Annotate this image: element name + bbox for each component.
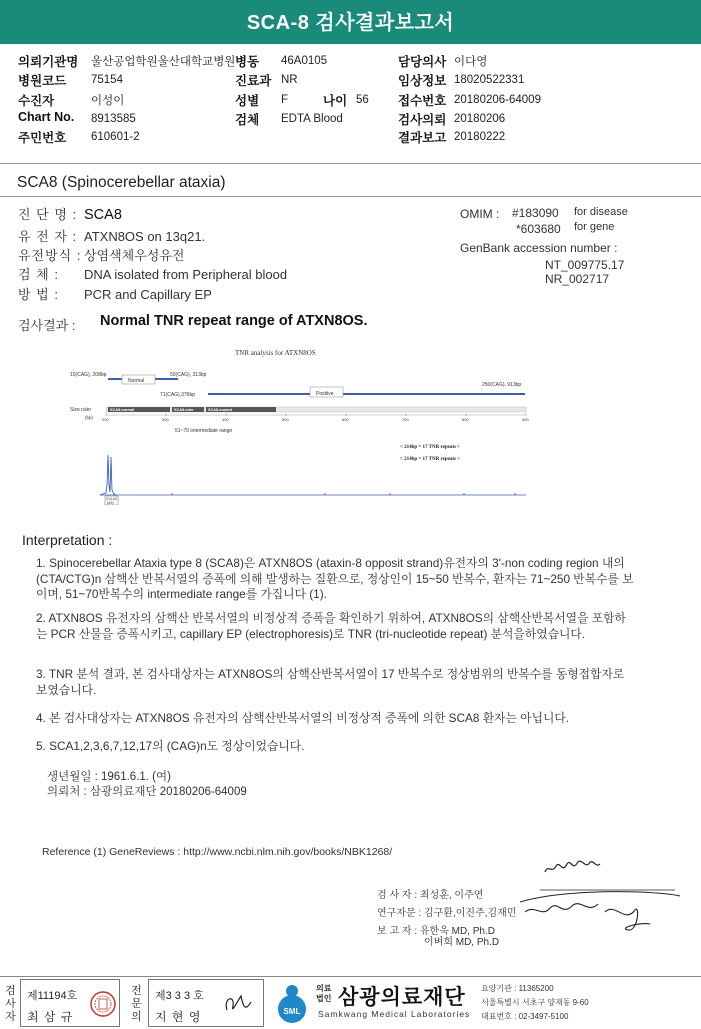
chart-label: Chart No. — [18, 110, 75, 124]
org-phone: 대표번호 : 02-3497-5100 — [481, 1012, 569, 1021]
band-mutant-label: SCA8-mutant — [208, 408, 233, 412]
chart-right-label: 250(CAG), 913bp — [482, 382, 522, 388]
report-label: 결과보고 — [398, 131, 447, 145]
ruler-tick-label: 800 — [462, 417, 469, 422]
result-value: Normal TNR repeat range of ATXN8OS. — [100, 313, 368, 329]
method-label: 방 법 : — [18, 287, 59, 302]
ward-label: 병동 — [235, 55, 260, 69]
result-label: 검사결과 : — [18, 318, 76, 333]
specimen-row-value: DNA isolated from Peripheral blood — [84, 267, 288, 282]
tnr-chart — [60, 345, 540, 505]
genbank-label: GenBank accession number : — [460, 241, 618, 255]
genbank-2: NR_002717 — [545, 272, 610, 286]
birth-date: 생년월일 : 1961.6.1. (여) — [47, 771, 171, 783]
ruler-tick-label: 200 — [102, 417, 109, 422]
dept-value: NR — [281, 74, 298, 86]
repeat-label-2: < 214bp = 17 TNR repeats > — [400, 457, 461, 462]
institution-label: 의뢰기관명 — [18, 55, 79, 69]
age-label: 나이 — [323, 94, 348, 108]
peak-label-1: 214.43 — [106, 497, 117, 501]
reporter2-sig: 이벼희 MD, Ph.D — [424, 937, 500, 948]
band-normal-label: SCA8-normal — [110, 408, 135, 412]
positive-range-bar — [208, 393, 525, 395]
license-2: 제3 3 3 호 — [155, 990, 204, 1002]
logo-text: SML — [283, 1007, 301, 1016]
diag-value: SCA8 — [84, 207, 122, 223]
interp-p5: 5. SCA1,2,3,6,7,12,17의 (CAG)n도 정상이었습니다. — [36, 739, 305, 753]
chart-left-label: 15(CAG), 208bp — [70, 372, 107, 378]
org-code: 요양기관 : 11365200 — [481, 984, 554, 993]
bp-label: (bp) — [85, 415, 94, 420]
section-title: SCA8 (Spinocerebellar ataxia) — [17, 174, 226, 191]
org-small-1: 의료 — [316, 984, 332, 993]
doctor-label: 담당의사 — [398, 55, 447, 69]
omim-gene-for: for gene — [574, 221, 615, 233]
hospcode-value: 75154 — [91, 74, 123, 86]
specimen-row-label: 검 체 : — [18, 267, 59, 282]
inherit-label: 유전방식 : — [18, 248, 82, 263]
org-name: 삼광의료재단 — [338, 986, 466, 1009]
reporter-sig: 보 고 자 : 유한욱 MD, Ph.D — [377, 926, 495, 937]
band-inter-label: SCA8-inter — [174, 408, 194, 412]
doctor-value: 이다영 — [454, 56, 488, 68]
normal-label: Normal — [128, 378, 145, 384]
receipt-label: 접수번호 — [398, 94, 447, 108]
ruler-tick-label: 600 — [342, 417, 349, 422]
report-value: 20180222 — [454, 131, 506, 143]
rrn-value: 610601-2 — [91, 131, 140, 143]
dept-label: 진료과 — [235, 74, 272, 88]
ruler-ticks — [102, 413, 529, 422]
marker-dot — [389, 493, 391, 495]
specialist-license-box — [148, 979, 264, 1027]
handwritten-signatures — [500, 852, 690, 947]
inter-range-label: 51~70 intermediate range — [175, 428, 233, 434]
omim-label: OMIM : — [460, 207, 500, 221]
interp-p2: 2. ATXN8OS 유전자의 삼핵산 반복서열의 비정상적 증폭을 확인하기 위하여, ATXN8OS의 삼핵산반복서열을 포함하는 PCR 산물을 증폭시키고, capillary EP (electrophoresis)로 TNR (tri-nucleotide repeat) 분석을하였습니다. — [36, 611, 626, 641]
interp-p1: 1. Spinocerebellar Ataxia type 8 (SCA8)은 ATXN8OS (ataxin-8 opposit strand)유전자의 3'-non coding region 내의 (CTA/CTG)n 삼핵산 반복서열의 증폭에 의해 발생하는 질환으로, 정상인이 15~50 반복수, 환자는 71~250 반복수를 보이며, 51~70반복수의 intermediate range를 가집니다 (1). — [36, 556, 634, 601]
specialist-vertical-label: 전문의 — [131, 985, 142, 1023]
tester-sig: 검 사 자 : 최성훈, 이주연 — [377, 890, 484, 901]
divider — [0, 196, 701, 197]
name-1: 최 삼 규 — [27, 1010, 74, 1024]
org-small-2: 법인 — [316, 994, 332, 1003]
clinical-label: 임상정보 — [398, 74, 447, 88]
chart-mid-label: 50(CAG), 313bp — [170, 372, 207, 378]
specimen-label: 검체 — [235, 113, 260, 127]
positive-label: Positive — [316, 391, 334, 397]
method-value: PCR and Capillary EP — [84, 287, 212, 302]
inherit-value: 상염색체우성유전 — [84, 248, 185, 263]
diag-label: 진 단 명 : — [18, 207, 78, 222]
normal-range-bar — [155, 378, 178, 380]
interpretation-title: Interpretation : — [22, 532, 113, 548]
rrn-label: 주민번호 — [18, 131, 67, 145]
ruler-tick-label: 300 — [162, 417, 169, 422]
org-english: Samkwang Medical Laboratories — [318, 1009, 471, 1019]
license-1: 제11194호 — [27, 990, 78, 1002]
marker-dot — [514, 493, 516, 495]
seal-stamp — [89, 988, 117, 1020]
interp-p3: 3. TNR 분석 결과, 본 검사대상자는 ATXN8OS의 삼핵산반복서열이 17 반복수로 정상범위의 반복수를 동형접합자로 보였습니다. — [36, 667, 625, 697]
omim-gene-id: *603680 — [516, 222, 561, 236]
receipt-value: 20180206-64009 — [454, 94, 541, 106]
chart-value: 8913585 — [91, 113, 136, 125]
tester-vertical-label: 검사자 — [5, 985, 16, 1023]
patient-value: 이성이 — [91, 95, 125, 107]
marker-dot — [171, 493, 173, 495]
omim-disease-id: #183090 — [512, 206, 559, 220]
omim-disease-for: for disease — [574, 206, 628, 218]
result-row — [18, 313, 368, 334]
ward-value: 46A0105 — [281, 55, 328, 67]
sex-value: F — [281, 94, 289, 106]
gene-value: ATXN8OS on 13q21. — [84, 229, 206, 244]
specialist-signature — [219, 988, 259, 1020]
requester: 의뢰처 : 삼광의료재단 20180206-64009 — [47, 786, 247, 798]
specimen-value: EDTA Blood — [281, 113, 343, 125]
peak-trace — [100, 455, 116, 495]
chart-inter-label: 71(CAG),376bp — [160, 392, 196, 398]
sex-label: 성별 — [235, 94, 260, 108]
gene-label: 유 전 자 : — [18, 229, 78, 244]
marker-dot — [324, 493, 326, 495]
name-2: 지 현 영 — [155, 1010, 202, 1024]
report-title: SCA-8 검사결과보고서 — [0, 0, 701, 44]
institution-value: 울산공업학원울산대학교병원 — [91, 56, 236, 68]
marker-dot — [463, 493, 465, 495]
ruler-tick-label: 700 — [402, 417, 409, 422]
ruler-tick-label: 500 — [282, 417, 289, 422]
researcher-sig: 연구자문 : 김구환,이진주,김재민 — [377, 908, 517, 919]
repeat-label-1: < 214bp = 17 TNR repeats > — [400, 445, 461, 450]
chart-title: TNR analysis for ATXN8OS — [235, 349, 316, 357]
divider — [0, 163, 701, 164]
age-value: 56 — [356, 94, 369, 106]
hospcode-label: 병원코드 — [18, 74, 67, 88]
sml-logo-icon — [270, 981, 314, 1025]
peak-label-2: (A3) — [107, 501, 114, 505]
request-value: 20180206 — [454, 113, 506, 125]
request-label: 검사의뢰 — [398, 113, 447, 127]
ruler-tick-label: 400 — [222, 417, 229, 422]
clinical-value: 18020522331 — [454, 74, 525, 86]
ruler-label: Size ruler — [70, 407, 92, 413]
footer — [0, 976, 701, 1029]
org-address: 서울특별시 서초구 양재동 9-60 — [481, 998, 589, 1007]
reference: Reference (1) GeneReviews : http://www.ncbi.nlm.nih.gov/books/NBK1268/ — [42, 846, 393, 858]
ruler-tick-label: 900 — [522, 417, 529, 422]
tester-license-box — [20, 979, 120, 1027]
patient-label: 수진자 — [18, 94, 55, 108]
interp-p4: 4. 본 검사대상자는 ATXN8OS 유전자의 삼핵산반복서열의 비정상적 증폭에 의한 SCA8 환자는 아닙니다. — [36, 711, 570, 725]
genbank-1: NT_009775.17 — [545, 258, 625, 272]
